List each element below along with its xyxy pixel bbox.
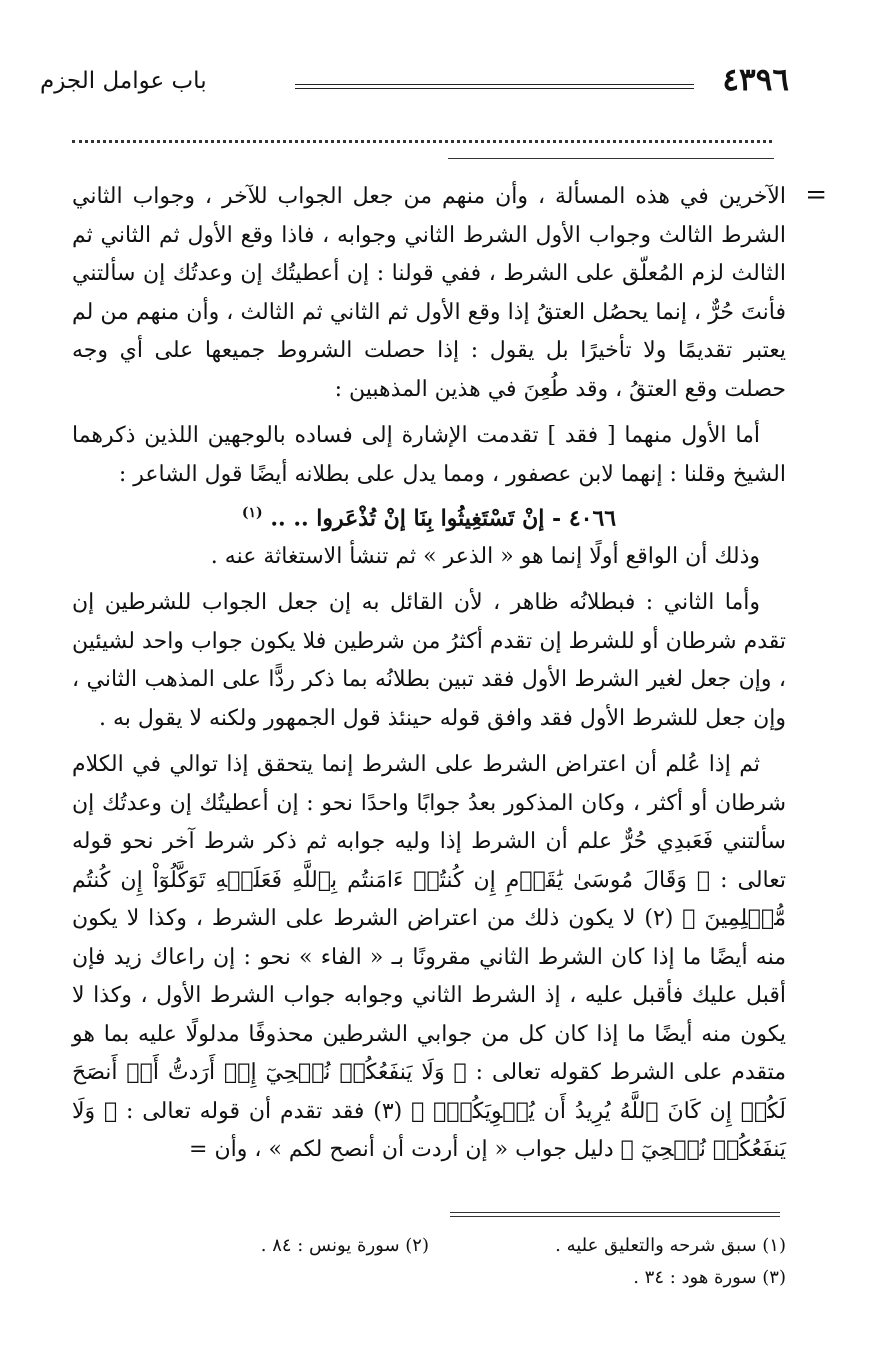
paragraph-5: ثم إذا عُلم أن اعتراض الشرط على الشرط إنما يتحقق إذا توالي في الكلام شرطان أو أكثر ، وكان المذكور بعدُ جوابًا واحدًا نحو : إن أعطيتُك إن وعدتُك إن سألتني فَعَبدِي حُرٌّ علم أن الشرط إذا وليه جوابه ثم ذكر شرط آخر نحو قوله تعالى : ﴿ وَقَالَ مُوسَىٰ يَٰقَوۡمِ إِن كُنتُمۡ ءَامَنتُم بِٱللَّهِ فَعَلَيۡهِ تَوَكَّلُوٓاْ إِن كُنتُم مُّسۡلِمِينَ ﴾ (٢) لا يكون ذلك من اعتراض الشرط على الشرط ، وكذا لا يكون منه أيضًا ما إذا كان الشرط الثاني مقرونًا بـ « الفاء » نحو : إن راعاك زيد فإن أقبل عليك فأقبل عليه ، إذ الشرط الثاني وجوابه جواب الشرط الأول ، وكذا لا يكون منه أيضًا ما إذا كان كل من جوابي الشرطين محذوفًا مدلولًا عليه بما هو متقدم على الشرط كقوله تعالى : ﴿ وَلَا يَنفَعُكُمۡ نُصۡحِيٓ إِنۡ أَرَدتُّ أَنۡ أَنصَحَ لَكُمۡ إِن كَانَ ٱللَّهُ يُرِيدُ أَن يُغۡوِيَكُمۡۚ ﴾ (٣) فقد تقدم أن قوله تعالى : ﴿ وَلَا يَنفَعُكُمۡ نُصۡحِيٓ ﴾ دليل جواب « إن أردت أن أنصح لكم » ، وأن = — [72, 752, 786, 1163]
paragraph-4: وأما الثاني : فبطلانُه ظاهر ، لأن القائل به إن جعل الجواب للشرطين إن تقدم شرطان أو للشرط إن تقدم أكثرُ من شرطين فلا يكون جواب واحد لشيئين ، وإن جعل لغير الشرط الأول فقد تبين بطلانُه بما ذكر ردًّا على المذهب الثاني ، وإن جعل للشرط الأول فقد وافق قوله حينئذ قول الجمهور ولكنه لا يقول به . — [72, 590, 786, 731]
paragraph-1: الآخرين في هذه المسألة ، وأن منهم من جعل الجواب للآخر ، وجواب الثاني الشرط الثالث وجواب الأول الشرط الثاني وجوابه ، فاذا وقع الأول ثم الثاني ثم الثالث لزم المُعلّق على الشرط ، ففي قولنا : إن أعطيتُك إن وعدتُك إن سألتني فأنتَ حُرٌّ ، إنما يحصُل العتقُ إذا وقع الأول ثم الثاني ثم الثالث ، وأن منهم من لم يعتبر تقديمًا ولا تأخيرًا بل يقول : إذا حصلت الشروط جميعها على أي وجه حصلت وقع العتقُ ، وقد طُعِنَ في هذين المذهبين : — [72, 184, 786, 402]
separator-rule — [448, 158, 774, 159]
footnote-3: (٣) سورة هود : ٣٤ . — [633, 1267, 786, 1288]
page-header — [40, 62, 789, 102]
header-rule — [295, 84, 694, 89]
footnote-rule — [450, 1212, 780, 1217]
main-text — [72, 178, 786, 1170]
footnote-ref-1: (١) — [241, 505, 263, 521]
verse-line — [72, 494, 786, 538]
footnote-2: (٢) سورة يونس : ٨٤ . — [260, 1235, 429, 1256]
verse-text: ٤٠٦٦ - إنْ تَسْتَغِيثُوا بِنَا إنْ تُذْعَروا .. .. — [270, 505, 617, 532]
paragraph-2: أما الأول منهما [ فقد ] تقدمت الإشارة إلى فساده بالوجهين اللذين ذكرهما الشيخ وقلنا : إنهما لابن عصفور ، ومما يدل على بطلانه أيضًا قول الشاعر : — [72, 423, 786, 487]
running-title: باب عوامل الجزم — [40, 68, 207, 94]
footnotes — [72, 1230, 786, 1294]
page-number: ٤٣٩٦ — [722, 62, 789, 98]
continuation-mark-start: = — [805, 180, 827, 210]
dotted-separator — [72, 140, 772, 143]
footnote-row — [72, 1230, 786, 1262]
paragraph-3: وذلك أن الواقع أولًا إنما هو « الذعر » ثم تنشأ الاستغاثة عنه . — [210, 543, 760, 569]
footnote-1: (١) سبق شرحه والتعليق عليه . — [555, 1235, 786, 1256]
